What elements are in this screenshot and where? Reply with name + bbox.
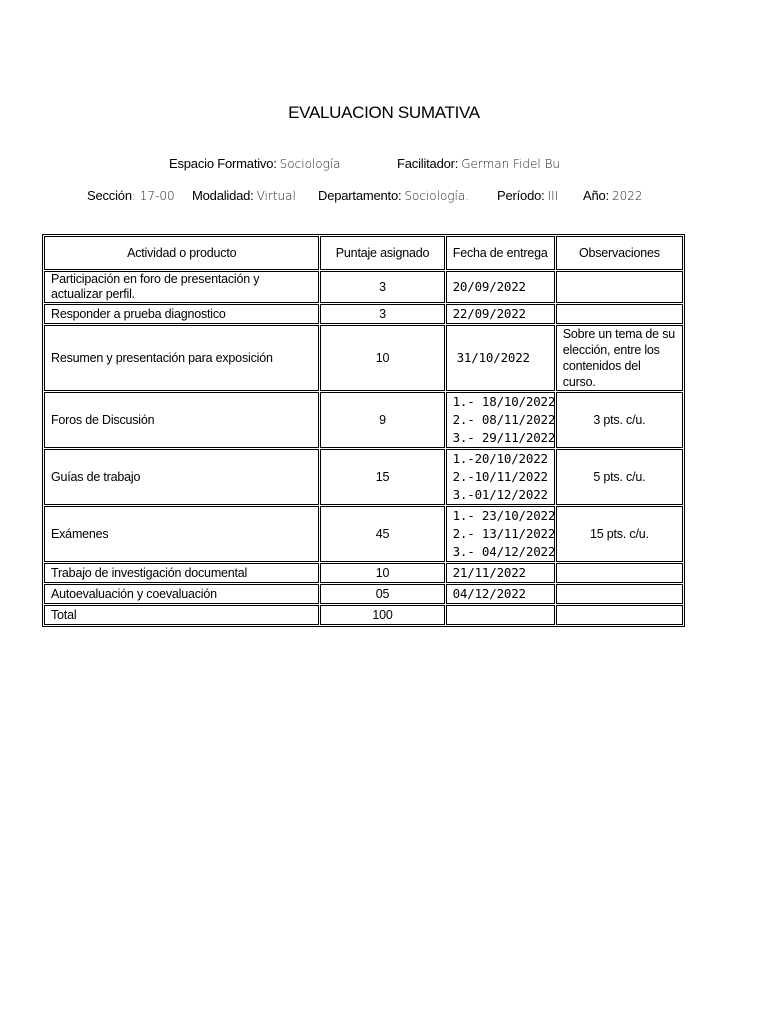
page-title: EVALUACION SUMATIVA: [288, 103, 480, 122]
header-fecha: Fecha de entrega: [446, 236, 555, 270]
facilitador-label: Facilitador:: [397, 156, 459, 171]
table-row: [44, 304, 683, 324]
activity-cell: Exámenes: [44, 506, 319, 562]
activity-cell: Autoevaluación y coevaluación: [44, 584, 319, 604]
observations-cell: [556, 563, 683, 583]
table-body: [44, 271, 683, 625]
modalidad-value: Virtual: [256, 189, 296, 203]
anio-value: 2022: [611, 189, 643, 203]
date-entry: 1.- 23/10/2022: [452, 508, 556, 523]
date-entry: 2.- 08/11/2022: [452, 412, 556, 427]
date-cell: [446, 304, 555, 324]
table-row: [44, 271, 683, 303]
activity-cell: Responder a prueba diagnostico: [44, 304, 319, 324]
observations-cell: [556, 271, 683, 303]
anio-field: [583, 188, 643, 203]
departamento-value: Sociología.: [404, 189, 470, 203]
seccion-label: Sección: [87, 188, 132, 203]
date-entry: 21/11/2022: [452, 565, 526, 580]
points-cell: 3: [320, 304, 444, 324]
activity-cell: Foros de Discusión: [44, 392, 319, 448]
observations-cell: [556, 605, 683, 625]
date-cell: [446, 605, 555, 625]
points-cell: 10: [320, 563, 444, 583]
date-cell: [446, 449, 555, 505]
points-cell: 9: [320, 392, 444, 448]
date-entry: 3.-01/12/2022: [452, 487, 548, 502]
date-entry: 04/12/2022: [452, 586, 526, 601]
observations-cell: 3 pts. c/u.: [556, 392, 683, 448]
observations-cell: [556, 584, 683, 604]
header-observaciones: Observaciones: [556, 236, 683, 270]
observations-cell: 15 pts. c/u.: [556, 506, 683, 562]
date-entry: 2.- 13/11/2022: [452, 526, 556, 541]
evaluation-table: [42, 234, 685, 627]
points-cell: 10: [320, 325, 444, 391]
points-cell: 3: [320, 271, 444, 303]
periodo-label: Período:: [497, 188, 545, 203]
table-row: [44, 449, 683, 505]
table-row: [44, 392, 683, 448]
date-cell: [446, 325, 555, 391]
header-actividad: Actividad o producto: [44, 236, 319, 270]
activity-cell: Guías de trabajo: [44, 449, 319, 505]
espacio-formativo-field: [169, 156, 340, 171]
date-entry: 3.- 29/11/2022: [452, 430, 556, 445]
observations-cell: [556, 304, 683, 324]
date-entry: 1.- 18/10/2022: [452, 394, 556, 409]
activity-cell: Trabajo de investigación documental: [44, 563, 319, 583]
date-entry: 31/10/2022: [456, 350, 530, 365]
header-puntaje: Puntaje asignado: [320, 236, 444, 270]
date-cell: [446, 506, 555, 562]
points-cell: 05: [320, 584, 444, 604]
observations-cell: Sobre un tema de su elección, entre los contenidos del curso.: [556, 325, 683, 391]
espacio-formativo-label: Espacio Formativo:: [169, 156, 277, 171]
table-row: [44, 605, 683, 625]
date-cell: [446, 563, 555, 583]
table-header-row: [44, 236, 683, 270]
espacio-formativo-value: Sociología: [279, 157, 341, 171]
date-entry: 3.- 04/12/2022: [452, 544, 556, 559]
activity-cell: Resumen y presentación para exposición: [44, 325, 319, 391]
points-cell: 45: [320, 506, 444, 562]
seccion-field: [87, 188, 175, 203]
activity-cell: Participación en foro de presentación y actualizar perfil.: [44, 271, 319, 303]
points-cell: 15: [320, 449, 444, 505]
date-cell: [446, 584, 555, 604]
periodo-value: III: [547, 189, 559, 203]
points-cell: 100: [320, 605, 444, 625]
date-cell: [446, 392, 555, 448]
anio-label: Año:: [583, 188, 609, 203]
table-row: [44, 584, 683, 604]
date-entry: 1.-20/10/2022: [452, 451, 548, 466]
seccion-value: : 17-00: [131, 189, 175, 203]
table-row: [44, 325, 683, 391]
table-row: [44, 563, 683, 583]
facilitador-value: German Fidel Bu: [461, 157, 561, 171]
observations-cell: 5 pts. c/u.: [556, 449, 683, 505]
periodo-field: [497, 188, 558, 203]
activity-cell: Total: [44, 605, 319, 625]
departamento-label: Departamento:: [318, 188, 402, 203]
modalidad-field: [192, 188, 296, 203]
table-row: [44, 506, 683, 562]
departamento-field: [318, 188, 469, 203]
date-entry: 2.-10/11/2022: [452, 469, 548, 484]
modalidad-label: Modalidad:: [192, 188, 254, 203]
date-entry: 20/09/2022: [452, 279, 526, 294]
date-entry: 22/09/2022: [452, 306, 526, 321]
date-cell: [446, 271, 555, 303]
facilitador-field: [397, 156, 560, 171]
